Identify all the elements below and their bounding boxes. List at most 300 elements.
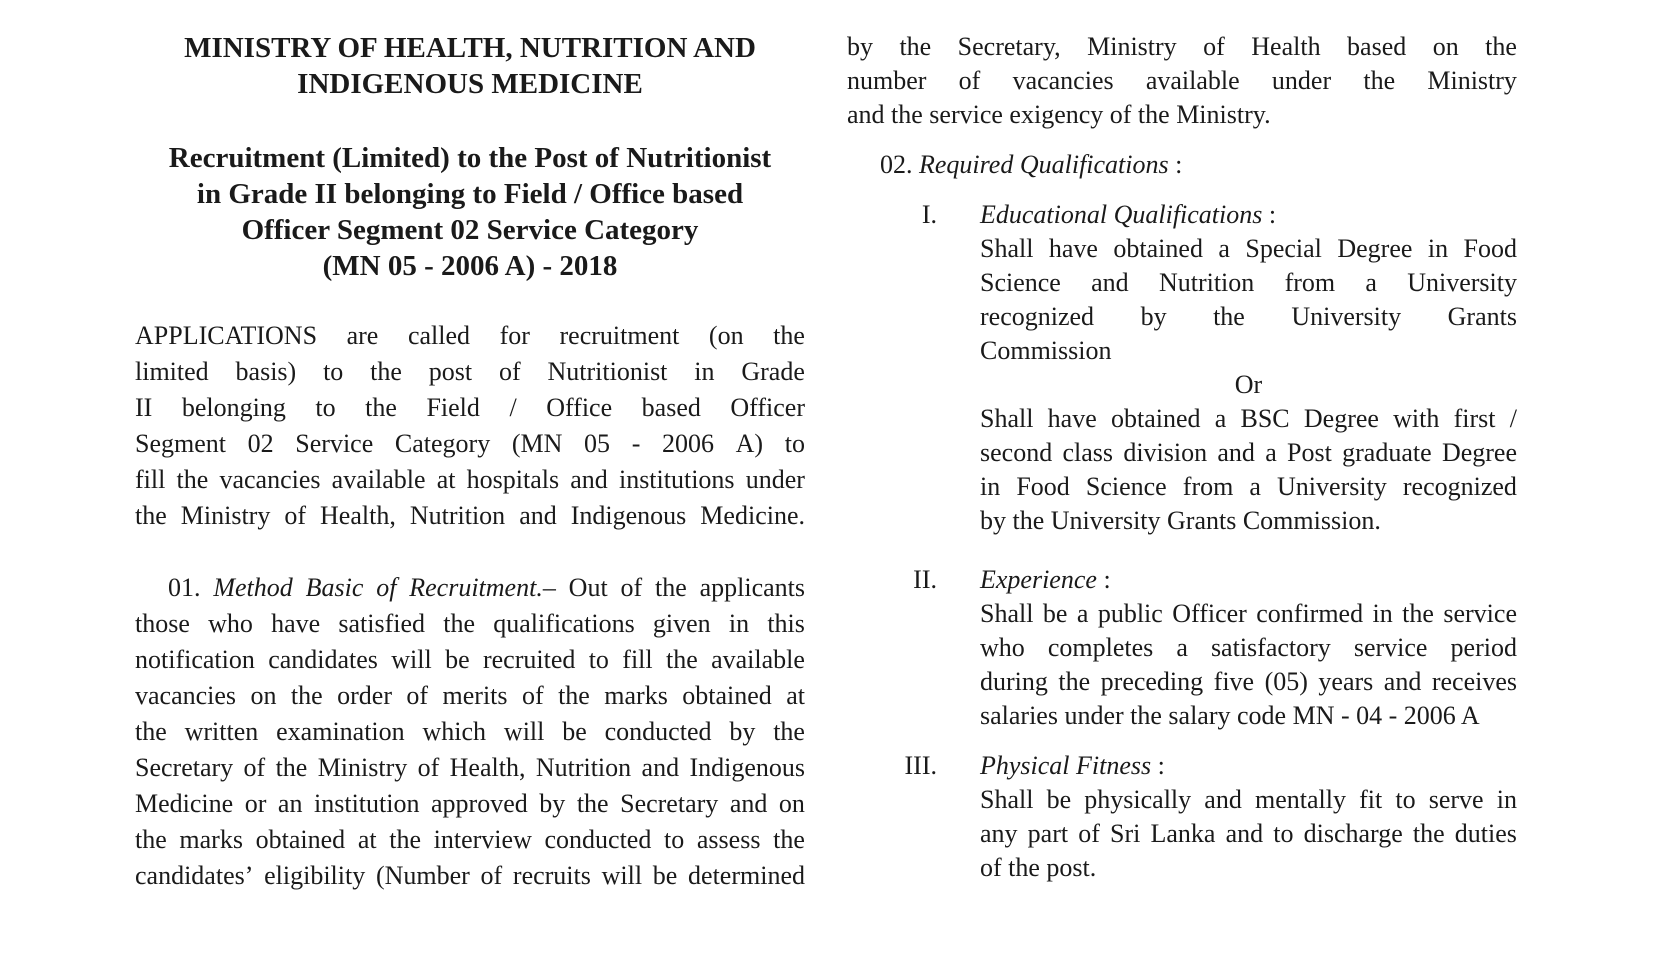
- word: based: [1347, 32, 1407, 61]
- word: number: [847, 66, 927, 95]
- paragraph-line: [135, 786, 805, 822]
- word: of: [406, 681, 429, 710]
- word: University: [1291, 302, 1402, 331]
- word: a: [1365, 268, 1377, 297]
- word: Nutritionist: [547, 357, 668, 386]
- word: Degree: [1303, 404, 1379, 433]
- word: Lanka: [1150, 819, 1216, 848]
- line-text: [980, 470, 1517, 504]
- paragraph-line: [135, 858, 805, 894]
- word: and: [1091, 268, 1129, 297]
- word: based: [641, 393, 701, 422]
- paragraph-line: [980, 232, 1517, 266]
- word: of: [498, 357, 521, 386]
- word: University: [1277, 472, 1387, 501]
- word: Health: [1251, 32, 1321, 61]
- word: Shall: [980, 234, 1034, 263]
- paragraph-line: [980, 699, 1517, 733]
- word: obtained: [1113, 234, 1203, 263]
- method-number: 01.: [168, 573, 201, 602]
- educational-heading-line: [980, 198, 1517, 232]
- word: Sri: [1110, 819, 1141, 848]
- word: and: [641, 753, 680, 782]
- word: available: [331, 465, 426, 494]
- word: on: [250, 681, 277, 710]
- word: will: [391, 645, 432, 674]
- word: the: [665, 645, 698, 674]
- word: the: [176, 465, 209, 494]
- word: vacancies: [219, 465, 321, 494]
- paragraph-line: [135, 426, 805, 462]
- continued-paragraph: [847, 30, 1517, 132]
- word: Nutrition: [1158, 268, 1255, 297]
- word: receives: [1431, 667, 1517, 696]
- line-text: [980, 402, 1517, 436]
- paragraph-line: [135, 714, 805, 750]
- word: Officer: [730, 393, 805, 422]
- paragraph-line: [980, 402, 1517, 436]
- paragraph-line: [135, 354, 805, 390]
- word: the: [773, 825, 805, 854]
- word: the: [1412, 819, 1445, 848]
- word: order: [337, 681, 392, 710]
- word: service: [1353, 633, 1428, 662]
- paragraph-line: [980, 504, 1517, 538]
- word: at: [357, 825, 377, 854]
- word: mentally: [1254, 785, 1346, 814]
- word: Shall: [980, 599, 1034, 628]
- word: assess: [696, 825, 761, 854]
- word: and: [729, 789, 768, 818]
- word: and: [570, 465, 608, 494]
- word: and: [1383, 667, 1422, 696]
- word: a: [1176, 633, 1188, 662]
- paragraph-line: [135, 462, 805, 498]
- word: the: [365, 393, 397, 422]
- word: conducted: [604, 717, 712, 746]
- word: on: [778, 789, 805, 818]
- word: Health,: [449, 753, 526, 782]
- word: recruitment: [559, 321, 680, 350]
- word: determined: [688, 861, 805, 890]
- word: Ministry: [1087, 32, 1177, 61]
- word: to: [664, 825, 685, 854]
- word: candidates: [268, 645, 378, 674]
- word: to: [588, 645, 609, 674]
- word: the: [558, 681, 590, 710]
- word: Service: [295, 429, 374, 458]
- word: (on: [708, 321, 744, 350]
- paragraph-line: [980, 436, 1517, 470]
- word: Degree: [1337, 234, 1413, 263]
- qualifications-heading: [880, 148, 1182, 182]
- method-first-line: [135, 570, 805, 606]
- word: obtained: [255, 825, 346, 854]
- paragraph-line: [980, 631, 1517, 665]
- word: recognized: [980, 302, 1095, 331]
- word: marks: [604, 681, 668, 710]
- word: from: [1182, 472, 1234, 501]
- word: 02: [247, 429, 274, 458]
- line-text: [135, 642, 805, 678]
- paragraph-line: [847, 30, 1517, 64]
- paragraph-line: [135, 390, 805, 426]
- word: division: [1123, 438, 1208, 467]
- word: and: [1217, 438, 1255, 467]
- word: merits: [442, 681, 508, 710]
- applications-paragraph: [135, 318, 805, 534]
- line-text: by the University Grants Commission.: [980, 506, 1381, 535]
- qualifications-heading-text: Required Qualifications: [919, 150, 1169, 179]
- word: Science: [1085, 472, 1167, 501]
- paragraph-line: [980, 300, 1517, 334]
- experience-number: II.: [913, 565, 937, 594]
- word: the: [1213, 302, 1245, 331]
- word: post: [428, 357, 473, 386]
- word: candidates’: [135, 861, 254, 890]
- word: will: [601, 861, 643, 890]
- word: the: [135, 825, 167, 854]
- word: -: [631, 429, 641, 458]
- word: in: [728, 609, 750, 638]
- word: have: [1048, 234, 1098, 263]
- word: (05): [1264, 667, 1308, 696]
- word: Post: [1287, 438, 1332, 467]
- word: of: [417, 753, 440, 782]
- line-text: [847, 30, 1517, 64]
- word: Science: [980, 268, 1061, 297]
- word: the: [1402, 599, 1434, 628]
- word: class: [1062, 438, 1114, 467]
- word: under: [745, 465, 805, 494]
- word: qualifications: [493, 609, 635, 638]
- word: by: [729, 717, 756, 746]
- word: graduate: [1342, 438, 1432, 467]
- word: Nutrition: [535, 753, 632, 782]
- word: /: [1509, 404, 1517, 433]
- line-text: the Ministry of Health, Nutrition and Indigenous Medicine.: [135, 501, 805, 530]
- word: by: [847, 32, 873, 61]
- word: in: [980, 472, 1001, 501]
- word: will: [503, 717, 545, 746]
- line-text: and the service exigency of the Ministry.: [847, 100, 1271, 129]
- word: given: [652, 609, 711, 638]
- word: BSC: [1240, 404, 1290, 433]
- word: Shall: [980, 785, 1034, 814]
- word: institution: [314, 789, 420, 818]
- word: a: [1265, 438, 1277, 467]
- experience-heading: Experience: [980, 565, 1097, 594]
- line-text: [135, 714, 805, 750]
- word: first: [1453, 404, 1496, 433]
- word: during: [980, 667, 1048, 696]
- word: 05: [584, 429, 611, 458]
- word: satisfactory: [1210, 633, 1331, 662]
- word: at: [786, 681, 805, 710]
- word: Office: [546, 393, 613, 422]
- recruitment-title-line: Officer Segment 02 Service Category: [241, 214, 699, 246]
- word: recruits: [512, 861, 591, 890]
- word: and: [1225, 819, 1264, 848]
- experience-body: [980, 563, 1517, 733]
- word: the: [773, 321, 805, 350]
- word: Secretary: [135, 753, 234, 782]
- word: of: [521, 681, 544, 710]
- word: any: [980, 819, 1018, 848]
- word: (MN: [511, 429, 563, 458]
- line-text: [135, 426, 805, 462]
- word: be: [1046, 785, 1072, 814]
- line-text: [135, 606, 805, 642]
- line-text: salaries under the salary code MN - 04 - 2006 A: [980, 701, 1480, 730]
- paragraph-line: [135, 318, 805, 354]
- word: the: [899, 32, 932, 61]
- word: the: [1485, 32, 1517, 61]
- paragraph-line: [980, 665, 1517, 699]
- paragraph-line: [135, 498, 805, 534]
- word: at: [436, 465, 456, 494]
- line-text: [135, 462, 805, 498]
- word: the: [1058, 667, 1091, 696]
- paragraph-line: [980, 266, 1517, 300]
- physical-body: [980, 749, 1517, 885]
- or-separator: Or: [1234, 370, 1263, 399]
- recruitment-title-line: Recruitment (Limited) to the Post of Nutritionist: [168, 142, 772, 174]
- paragraph-line: [135, 822, 805, 858]
- word: in: [1427, 234, 1449, 263]
- word: this: [767, 609, 805, 638]
- word: have: [271, 609, 321, 638]
- word: the: [290, 681, 323, 710]
- word: are: [346, 321, 379, 350]
- word: approved: [431, 789, 528, 818]
- word: Secretary: [620, 789, 719, 818]
- word: Category: [394, 429, 491, 458]
- word: who: [208, 609, 253, 638]
- paragraph-line: [980, 783, 1517, 817]
- word: confirmed: [1256, 599, 1364, 628]
- word: Officer: [1172, 599, 1247, 628]
- word: Ministry: [317, 753, 408, 782]
- word: be: [445, 645, 470, 674]
- word: II: [135, 393, 153, 422]
- word: with: [1393, 404, 1440, 433]
- word: the: [275, 753, 308, 782]
- word: /: [509, 393, 517, 422]
- word: in: [1372, 599, 1393, 628]
- word: institutions: [618, 465, 735, 494]
- word: the: [443, 609, 475, 638]
- recruitment-title: [135, 140, 805, 284]
- word: period: [1450, 633, 1517, 662]
- ministry-title: [135, 30, 805, 102]
- word: in: [1496, 785, 1517, 814]
- paragraph-line: [980, 470, 1517, 504]
- word: by: [539, 789, 566, 818]
- word: have: [1047, 404, 1097, 433]
- word: a: [1214, 404, 1227, 433]
- experience-colon: :: [1096, 565, 1111, 594]
- word: Grade: [741, 357, 805, 386]
- paragraph-line: [847, 64, 1517, 98]
- line-text: of the post.: [980, 853, 1097, 882]
- line-text: [980, 665, 1517, 699]
- word: Segment: [135, 429, 226, 458]
- educational-body: [980, 198, 1517, 538]
- word: on: [1432, 32, 1459, 61]
- word: and: [1204, 785, 1242, 814]
- word: fill: [135, 465, 166, 494]
- word: of: [1203, 32, 1225, 61]
- paragraph-line: [135, 678, 805, 714]
- word: vacancies: [135, 681, 237, 710]
- word: A): [735, 429, 764, 458]
- word: Secretary,: [957, 32, 1061, 61]
- word: a: [1218, 234, 1230, 263]
- word: (Number: [375, 861, 470, 890]
- word: Grants: [1447, 302, 1517, 331]
- word: the: [370, 357, 402, 386]
- word: to: [784, 429, 805, 458]
- word: eligibility: [264, 861, 366, 890]
- line-text: [135, 318, 805, 354]
- paragraph-line: [980, 334, 1517, 368]
- educational-number: I.: [921, 200, 937, 229]
- line-text: [135, 858, 805, 894]
- word: be: [652, 861, 678, 890]
- line-text: [135, 678, 805, 714]
- line-text: [980, 597, 1517, 631]
- word: an: [277, 789, 303, 818]
- experience-heading-line: [980, 563, 1517, 597]
- word: be: [1042, 599, 1068, 628]
- line-text: [135, 786, 805, 822]
- word: limited: [135, 357, 209, 386]
- word: 2006: [662, 429, 714, 458]
- line-text: [135, 354, 805, 390]
- word: of: [243, 753, 266, 782]
- word: written: [184, 717, 259, 746]
- word: years: [1318, 667, 1374, 696]
- word: Shall: [980, 404, 1034, 433]
- word: the: [1363, 66, 1396, 95]
- paragraph-line: [980, 851, 1517, 885]
- word: obtained: [682, 681, 772, 710]
- word: satisfied: [338, 609, 426, 638]
- line-text: [980, 817, 1517, 851]
- word: under: [1271, 66, 1332, 95]
- word: available: [711, 645, 805, 674]
- word: Ministry: [1427, 66, 1517, 95]
- line-text: [135, 822, 805, 858]
- word: notification: [135, 645, 255, 674]
- word: Special: [1245, 234, 1322, 263]
- word: or: [244, 789, 267, 818]
- line-text: [980, 300, 1517, 334]
- line-text: [980, 266, 1517, 300]
- physical-number: III.: [904, 751, 937, 780]
- word: be: [562, 717, 587, 746]
- word: by: [1140, 302, 1167, 331]
- word: recruited: [482, 645, 576, 674]
- word: those: [135, 609, 190, 638]
- word: Food: [1016, 472, 1070, 501]
- ministry-title-line: MINISTRY OF HEALTH, NUTRITION AND: [184, 32, 756, 64]
- word: from: [1284, 268, 1336, 297]
- word: to: [1395, 785, 1416, 814]
- word: basis): [235, 357, 297, 386]
- word: duties: [1454, 819, 1517, 848]
- word: fit: [1359, 785, 1383, 814]
- word: interview: [433, 825, 532, 854]
- word: Field: [426, 393, 480, 422]
- word: a: [1076, 599, 1089, 628]
- line-text: [135, 390, 805, 426]
- word: Food: [1463, 234, 1517, 263]
- word: University: [1407, 268, 1517, 297]
- line-text: [980, 631, 1517, 665]
- word: of: [958, 66, 981, 95]
- word: marks: [179, 825, 243, 854]
- word: five: [1213, 667, 1255, 696]
- word: Medicine: [135, 789, 234, 818]
- word: obtained: [1110, 404, 1201, 433]
- word: second: [980, 438, 1053, 467]
- word: vacancies: [1012, 66, 1114, 95]
- word: physically: [1084, 785, 1192, 814]
- word: conducted: [544, 825, 652, 854]
- word: the: [576, 789, 609, 818]
- word: completes: [1047, 633, 1154, 662]
- word: part: [1027, 819, 1069, 848]
- line-text: [980, 232, 1517, 266]
- word: public: [1097, 599, 1163, 628]
- word: examination: [276, 717, 405, 746]
- educational-colon: :: [1262, 200, 1277, 229]
- paragraph-line: [980, 597, 1517, 631]
- word: to: [1273, 819, 1294, 848]
- word: of: [480, 861, 503, 890]
- qualifications-number: 02.: [880, 150, 913, 179]
- word: hospitals: [466, 465, 560, 494]
- physical-heading: Physical Fitness: [980, 751, 1152, 780]
- paragraph-line: [980, 817, 1517, 851]
- paragraph-line: [847, 98, 1517, 132]
- word: serve: [1428, 785, 1484, 814]
- method-heading: Method Basic of Recruitment.: [213, 573, 543, 602]
- ministry-title-line: INDIGENOUS MEDICINE: [297, 68, 643, 100]
- paragraph-line: [135, 642, 805, 678]
- recruitment-title-line: (MN 05 - 2006 A) - 2018: [322, 250, 618, 282]
- method-first-line-text: – Out of the applicants: [542, 573, 805, 602]
- method-paragraph: [135, 570, 805, 894]
- paragraph-line: [135, 606, 805, 642]
- line-text: [135, 750, 805, 786]
- word: who: [980, 633, 1025, 662]
- line-text: [980, 436, 1517, 470]
- recruitment-title-line: in Grade II belonging to Field / Office based: [196, 178, 744, 210]
- qualifications-colon: :: [1168, 150, 1183, 179]
- educational-heading: Educational Qualifications: [980, 200, 1263, 229]
- word: in: [694, 357, 715, 386]
- physical-colon: :: [1151, 751, 1165, 780]
- word: recognized: [1402, 472, 1517, 501]
- word: preceding: [1100, 667, 1204, 696]
- word: discharge: [1303, 819, 1403, 848]
- line-text: [980, 783, 1517, 817]
- word: APPLICATIONS: [135, 321, 318, 350]
- word: for: [499, 321, 530, 350]
